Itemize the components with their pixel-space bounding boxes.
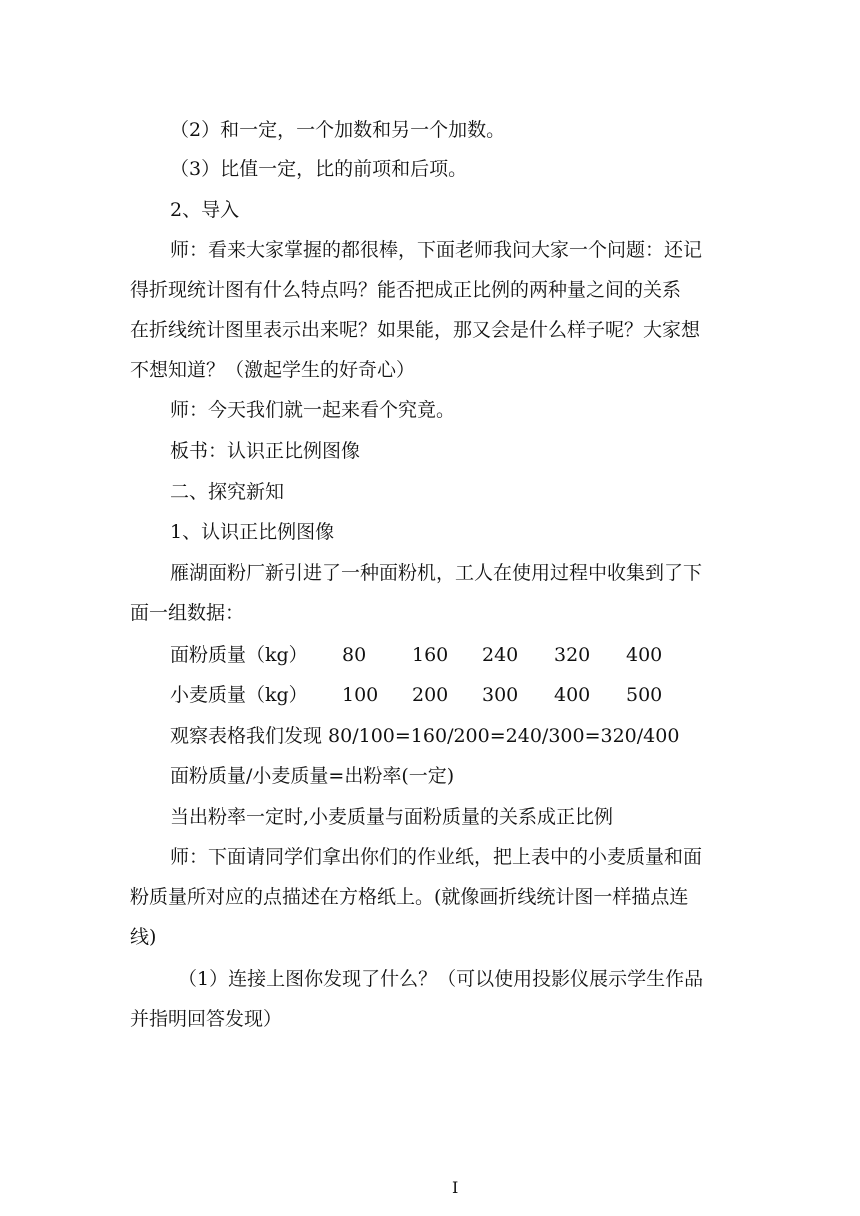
- paragraph-plot-instruction-line-2: 粉质量所对应的点描述在方格纸上。(就像画折线统计图一样描点连: [130, 886, 689, 908]
- paragraph-yield-formula: 面粉质量/小麦质量=出粉率(一定): [170, 765, 455, 787]
- paragraph-teacher-question-line-4: 不想知道？（激起学生的好奇心）: [130, 359, 416, 381]
- table-cell: 320: [554, 644, 591, 666]
- table-cell: 100: [342, 684, 379, 706]
- paragraph-observation: 观察表格我们发现 80/100=160/200=240/300=320/400: [170, 725, 680, 747]
- table-row-label: 小麦质量（kg）: [170, 684, 308, 706]
- paragraph-teacher-question-line-3: 在折线统计图里表示出来呢？如果能，那又会是什么样子呢？大家想: [130, 319, 701, 341]
- table-cell: 240: [482, 644, 519, 666]
- table-cell: 400: [554, 684, 591, 706]
- paragraph-teacher-question-line-2: 得折现统计图有什么特点吗？能否把成正比例的两种量之间的关系: [130, 279, 682, 301]
- paragraph-factory-line-1: 雁湖面粉厂新引进了一种面粉机，工人在使用过程中收集到了下: [170, 562, 703, 584]
- paragraph-plot-instruction-line-3: 线): [130, 926, 157, 948]
- table-cell: 400: [626, 644, 663, 666]
- paragraph-teacher-question-line-1: 师：看来大家掌握的都很棒，下面老师我问大家一个问题：还记: [170, 239, 703, 261]
- table-cell: 160: [412, 644, 449, 666]
- table-cell: 500: [626, 684, 663, 706]
- section-heading-intro: 2、导入: [170, 199, 240, 221]
- table-cell: 80: [342, 644, 367, 666]
- paragraph-discovery-question-line-2: 并指明回答发现）: [130, 1008, 283, 1030]
- table-cell: 200: [412, 684, 449, 706]
- paragraph-plot-instruction-line-1: 师：下面请同学们拿出你们的作业纸，把上表中的小麦质量和面: [170, 846, 703, 868]
- table-row-label: 面粉质量（kg）: [170, 644, 308, 666]
- paragraph-ratio-constant: （3）比值一定，比的前项和后项。: [170, 158, 468, 180]
- paragraph-blackboard: 板书：认识正比例图像: [170, 440, 361, 462]
- page-number: I: [452, 1178, 459, 1197]
- table-cell: 300: [482, 684, 519, 706]
- paragraph-proportion-conclusion: 当出粉率一定时,小麦质量与面粉质量的关系成正比例: [170, 806, 614, 828]
- paragraph-sum-constant: （2）和一定，一个加数和另一个加数。: [170, 119, 506, 141]
- subsection-heading-proportion-graph: 1、认识正比例图像: [170, 521, 335, 543]
- paragraph-teacher-today: 师：今天我们就一起来看个究竟。: [170, 399, 456, 421]
- section-heading-explore: 二、探究新知: [170, 481, 285, 503]
- paragraph-discovery-question-line-1: （1）连接上图你发现了什么？（可以使用投影仪展示学生作品: [178, 968, 704, 990]
- paragraph-factory-line-2: 面一组数据：: [130, 602, 245, 624]
